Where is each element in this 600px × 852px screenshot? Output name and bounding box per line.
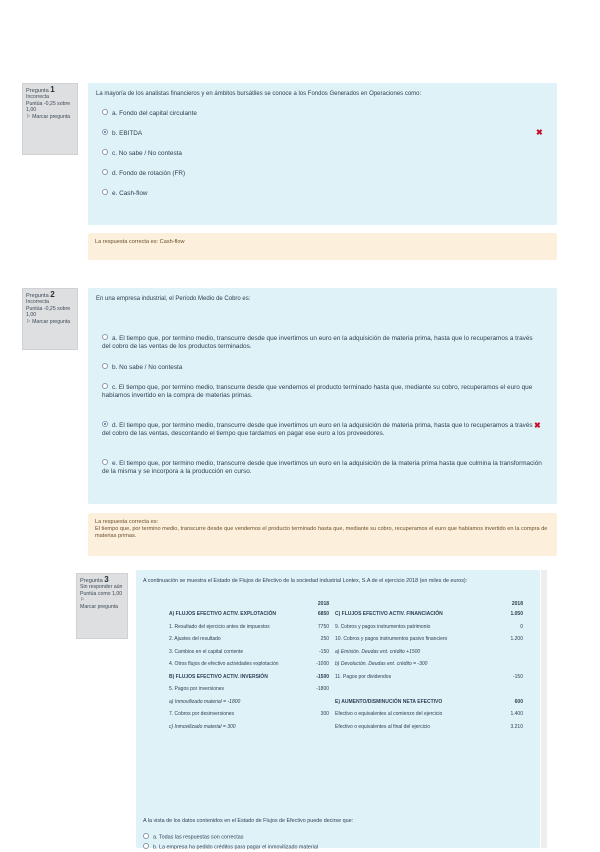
year-header: 2018 — [317, 600, 330, 607]
question-info-1 — [22, 83, 78, 155]
feedback-2 — [88, 513, 557, 556]
table-row: 4. Otros flujos de efectivo actividades explotación -1000 b) Devolución. Deudas ent. crédito = -300 — [169, 661, 428, 668]
radio-button[interactable] — [102, 149, 108, 155]
question-number: 3 — [104, 575, 109, 584]
table-row: 2. Ajustes del resultado 250 10. Cobros y pagos instrumentos pasivo financiero 1.200 — [169, 636, 523, 643]
flag-question-link[interactable] — [80, 597, 124, 610]
answer-option-d[interactable]: d. El tiempo que, por termino medio, transcurre desde que invertimos un euro en la adquisición de materia prima, hasta que lo recuperamos a través del cobro de las ventas, descontando el tiempo que tardamos en pagar ese euro a los proveedores. — [102, 422, 533, 437]
table-row: 5. Pagos por inversiones -1800 — [169, 686, 330, 693]
feedback-1 — [88, 233, 557, 260]
question-info-3 — [76, 573, 128, 639]
year-header: 2018 — [511, 600, 523, 607]
question-text: La mayoría de los analistas financieros y en ámbitos bursátiles se conoce a los Fondos Generados en Operaciones como: — [96, 91, 422, 97]
table-row: 1. Resultado del ejercicio antes de impuestos 7750 9. Cobros y pagos instrumentos patrimonio 0 — [169, 623, 523, 630]
flag-icon: ⚐ — [26, 318, 31, 325]
radio-button[interactable] — [102, 459, 108, 465]
radio-button[interactable] — [102, 189, 108, 195]
flag-question-label: Marcar pregunta — [32, 113, 71, 120]
question-text: A continuación se muestra el Estado de Flujos de Efectivo de la sociedad industrial Lontex, S.A de el ejercicio 2018 (en miles de euros): — [143, 578, 468, 584]
answer-option-a[interactable]: a. Todas las respuestas son correctas — [143, 834, 243, 842]
question-label: Pregunta — [26, 293, 49, 299]
radio-button[interactable] — [102, 383, 108, 389]
answer-option-e[interactable]: e. Cash-flow — [102, 190, 148, 198]
table-row: 7. Cobros por desinversiones 300 Efectivo o equivalentes al comienzo del ejercicio 1.400 — [169, 711, 523, 718]
answer-option-a[interactable]: a. Fondo del capital circulante — [102, 110, 197, 118]
table-header-row — [166, 600, 526, 609]
question-number: 2 — [50, 290, 55, 299]
scrollbar[interactable] — [541, 570, 547, 848]
radio-button[interactable] — [102, 334, 108, 340]
question-info-2 — [22, 288, 78, 350]
flag-icon: ⚐ — [26, 113, 31, 120]
answer-option-b[interactable]: b. La empresa ha pedido créditos para pagar el inmovilizado material — [143, 844, 318, 852]
answer-option-a[interactable]: a. El tiempo que, por termino medio, transcurre desde que invertimos un euro en la adquisición de materia prima, hasta que lo recuperamos a través del cobro de las ventas de los productos terminados. — [102, 335, 533, 350]
table-row: c) Inmovilizado material = 300 Efectivo o equivalentes al final del ejercicio 3.210 — [169, 723, 523, 730]
feedback-text: El tiempo que, por termino medio, transcurre desde que vendemos el producto terminado hasta que, mediante su cobro, recuperamos el euro que habíamos invertido en la compra de materias primas. — [95, 526, 548, 539]
radio-button[interactable] — [102, 363, 108, 369]
cash-flow-table — [166, 600, 526, 734]
radio-button[interactable] — [143, 833, 149, 839]
answer-option-b[interactable]: b. No sabe / No contesta — [102, 364, 542, 372]
question-number: 1 — [50, 85, 55, 94]
flag-question-link[interactable] — [26, 114, 74, 120]
question-state: Incorrecta — [26, 299, 50, 306]
answer-option-c[interactable]: c. El tiempo que, por termino medio, transcurre desde que vendemos el producto terminado hasta que, mediante su cobro, recuperamos el euro que habíamos invertido en la compra de materias primas. — [102, 384, 533, 399]
incorrect-icon: ✖ — [534, 421, 541, 430]
radio-button[interactable] — [102, 109, 108, 115]
flag-question-label: Marcar pregunta — [80, 603, 119, 610]
radio-button-selected[interactable] — [102, 421, 108, 427]
question-score: Puntúa -0,25 sobre 1,00 — [26, 100, 71, 114]
question-content-2 — [88, 288, 557, 504]
feedback-text: La respuesta correcta es: Cash-flow — [95, 239, 185, 245]
answer-option-c[interactable]: c. No sabe / No contesta — [102, 150, 182, 158]
radio-button[interactable] — [143, 843, 149, 849]
feedback-title: La respuesta correcta es: — [95, 519, 159, 525]
flag-question-label: Marcar pregunta — [32, 318, 71, 325]
radio-button-selected[interactable] — [102, 129, 108, 135]
incorrect-icon: ✖ — [536, 128, 543, 137]
table-row: 3. Cambios en el capital corriente -150 a) Emisión. Deudas ent. crédito +1500 — [169, 648, 421, 655]
question-state: Sin responder aún — [80, 584, 123, 591]
flag-icon: ⚐ — [80, 597, 85, 604]
question-prompt: A la vista de los datos contenidos en el Estado de Flujos de Efectivo puede decirse que: — [143, 818, 354, 824]
radio-button[interactable] — [102, 169, 108, 175]
table-row: B) FLUJOS EFECTIVO ACTIV. INVERSIÓN -1500 11. Pagos por dividendos -150 — [169, 673, 523, 680]
question-text: En una empresa industrial, el Período Medio de Cobro es: — [96, 296, 251, 302]
question-state: Incorrecta — [26, 94, 50, 101]
flag-question-link[interactable] — [26, 319, 74, 325]
table-row: a) Inmovilizado material = -1800 E) AUMENTO/DISMINUCIÓN NETA EFECTIVO 600 — [169, 698, 523, 705]
question-content-3 — [136, 570, 540, 851]
answer-option-d[interactable]: d. Fondo de rotación (FR) — [102, 170, 185, 178]
question-score: Puntúa como 1,00 — [80, 590, 123, 597]
question-content-1 — [88, 83, 557, 225]
answer-option-b[interactable]: b. EBITDA — [102, 130, 142, 138]
question-label: Pregunta — [26, 88, 49, 94]
question-score: Puntúa -0,25 sobre 1,00 — [26, 305, 71, 319]
table-row: A) FLUJOS EFECTIVO ACTIV. EXPLOTACIÓN 6850 C) FLUJOS EFECTIVO ACTIV. FINANCIACIÓN 1.050 — [169, 611, 523, 618]
answer-option-e[interactable]: e. El tiempo que, por termino medio, transcurre desde que invertimos un euro en la adquisición de la materia prima hasta que culmina la transformación de la misma y se incorpora a la producción en curso. — [102, 460, 542, 475]
question-label: Pregunta — [80, 578, 103, 584]
